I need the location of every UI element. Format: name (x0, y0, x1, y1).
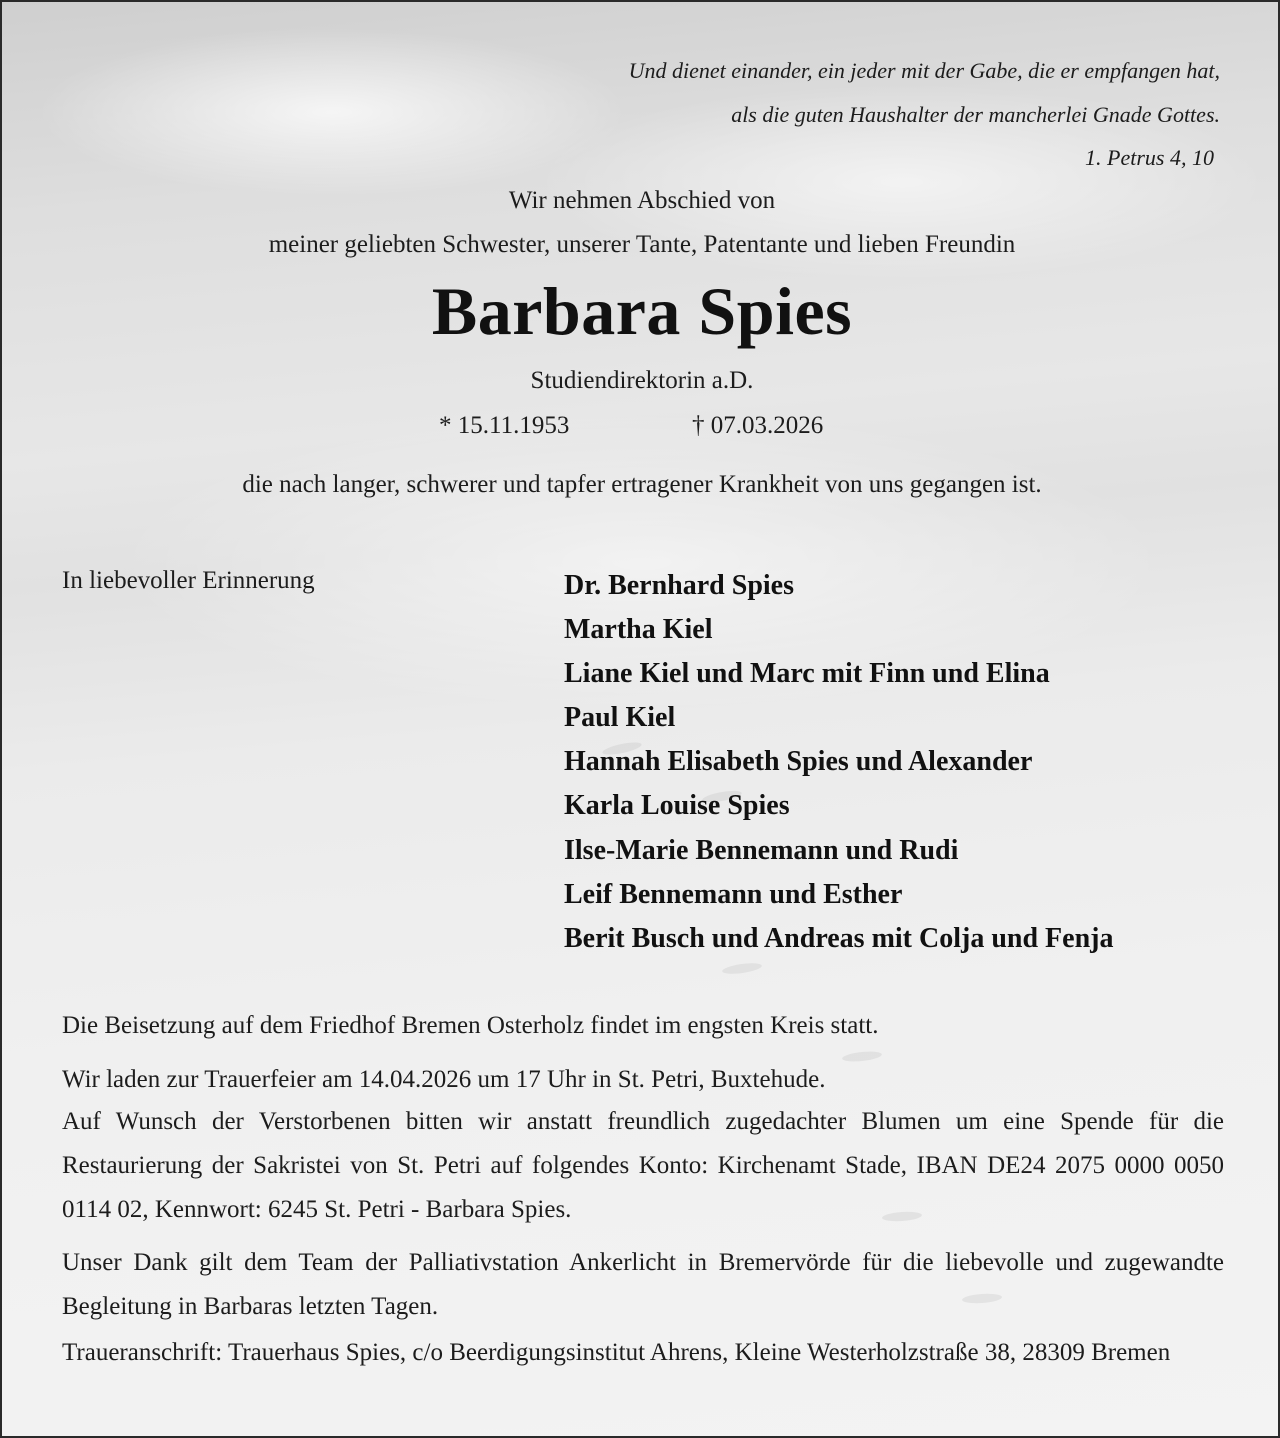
mourner-name: Liane Kiel und Marc mit Finn und Elina (564, 658, 1050, 689)
birth-date: * 15.11.1953 (439, 412, 570, 439)
donation-note: Auf Wunsch der Verstorbenen bitten wir anstatt freundlich zugedachter Blumen um eine Spende für die Restaurierung der Sakristei von St. Petri auf folgendes Konto: Kirchenamt Stade, IBAN DE24 2075 0000 0050 0114 02, Kennwort: 6245 St. Petri - Barbara Spies. (62, 1108, 1224, 1223)
intro-line-2: meiner geliebten Schwester, unserer Tante, Patentante und lieben Freundin (268, 231, 1016, 258)
mourner-name: Leif Bennemann und Esther (564, 879, 903, 910)
mourner-name: Karla Louise Spies (564, 790, 790, 821)
mourner-name: Berit Busch und Andreas mit Colja und Fenja (564, 923, 1114, 954)
thanks-note: Unser Dank gilt dem Team der Palliativstation Ankerlicht in Bremervörde für die liebevolle und zugewandte Begleitung in Barbaras letzten Tagen. (62, 1249, 1224, 1320)
bible-quote-source: 1. Petrus 4, 10 (1085, 145, 1214, 170)
mourner-name: Hannah Elisabeth Spies und Alexander (564, 746, 1033, 777)
intro-line-1: Wir nehmen Abschied von (508, 187, 776, 214)
mourner-name: Paul Kiel (564, 702, 676, 733)
burial-note: Die Beisetzung auf dem Friedhof Bremen Osterholz findet im engsten Kreis statt. (62, 1012, 879, 1039)
bible-quote-line-2: als die guten Haushalter der mancherlei Gnade Gottes. (731, 102, 1220, 127)
service-note: Wir laden zur Trauerfeier am 14.04.2026 um 17 Uhr in St. Petri, Buxtehude. (62, 1066, 826, 1093)
bible-quote-line-1: Und dienet einander, ein jeder mit der Gabe, die er empfangen hat, (628, 58, 1220, 83)
mourning-address: Traueranschrift: Trauerhaus Spies, c/o Beerdigungsinstitut Ahrens, Kleine Westerholzstraße 38, 28309 Bremen (62, 1339, 1171, 1366)
deceased-name: Barbara Spies (431, 273, 853, 349)
mourner-name: Martha Kiel (564, 614, 713, 645)
remembrance-label: In liebevoller Erinnerung (62, 567, 315, 594)
death-date: † 07.03.2026 (692, 412, 824, 439)
mourner-name: Dr. Bernhard Spies (564, 570, 795, 601)
passing-text: die nach langer, schwerer und tapfer ertragener Krankheit von uns gegangen ist. (242, 471, 1042, 498)
mourner-name: Ilse-Marie Bennemann und Rudi (564, 835, 959, 866)
deceased-title: Studiendirektorin a.D. (530, 367, 754, 394)
